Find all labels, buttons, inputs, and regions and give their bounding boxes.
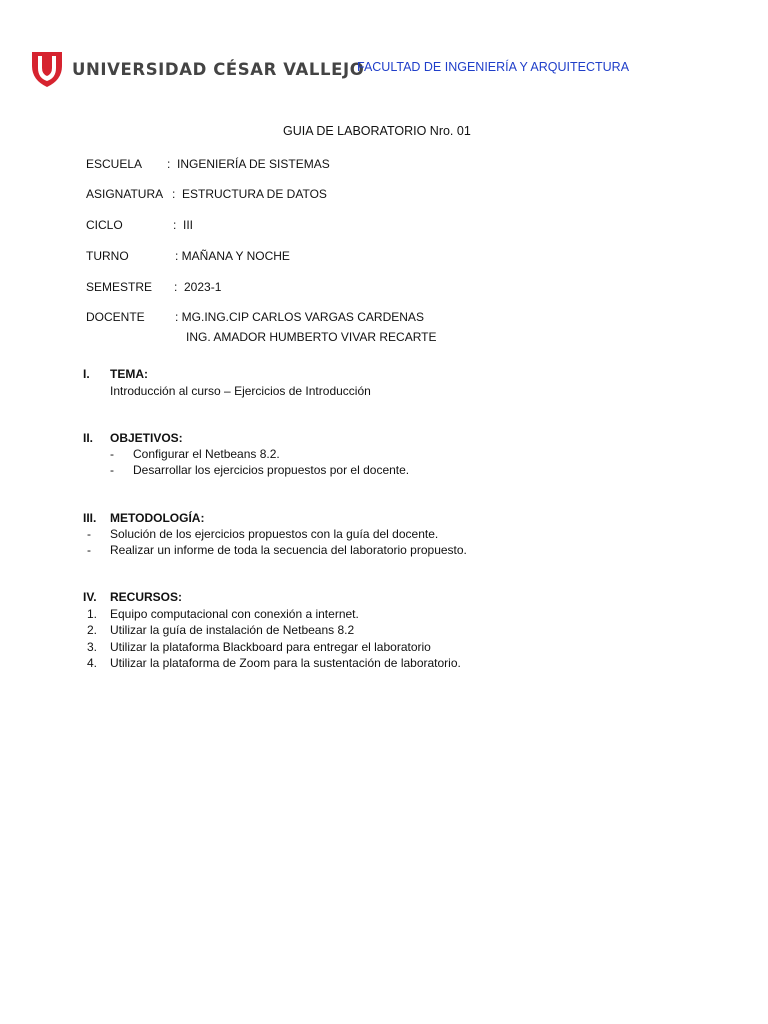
university-logo <box>30 50 364 88</box>
list-number: 3. <box>87 640 98 654</box>
section-title: TEMA: <box>110 367 148 381</box>
info-value: ING. AMADOR HUMBERTO VIVAR RECARTE <box>186 330 437 344</box>
section-title: METODOLOGÍA: <box>110 511 205 525</box>
list-number: 2. <box>87 623 98 637</box>
info-label: DOCENTE <box>86 310 145 324</box>
info-value: : ESTRUCTURA DE DATOS <box>172 187 327 201</box>
info-turno <box>86 249 290 263</box>
section-number: III. <box>83 511 97 525</box>
info-label: TURNO <box>86 249 129 263</box>
list-item: Solución de los ejercicios propuestos con la guía del docente. <box>110 527 439 541</box>
section-number: I. <box>83 367 90 381</box>
info-value: : III <box>173 218 194 232</box>
info-label: ESCUELA <box>86 157 143 171</box>
list-item: Desarrollar los ejercicios propuestos por el docente. <box>133 463 410 477</box>
list-number: 4. <box>87 656 98 670</box>
section-number: II. <box>83 431 94 445</box>
info-label: ASIGNATURA <box>86 187 164 201</box>
list-item: Utilizar la guía de instalación de Netbeans 8.2 <box>110 623 355 637</box>
info-docente-2 <box>186 330 437 344</box>
info-value: : INGENIERÍA DE SISTEMAS <box>167 157 330 171</box>
university-name: UNIVERSIDAD CÉSAR VALLEJO <box>72 59 365 79</box>
list-item: Configurar el Netbeans 8.2. <box>133 447 280 461</box>
info-semestre <box>86 280 222 294</box>
info-docente <box>86 310 424 324</box>
section-tema-body: Introducción al curso – Ejercicios de Introducción <box>110 384 371 398</box>
info-value: : MG.ING.CIP CARLOS VARGAS CARDENAS <box>175 310 424 324</box>
ucv-shield-icon <box>30 50 64 88</box>
section-title: OBJETIVOS: <box>110 431 183 445</box>
info-value: : 2023-1 <box>174 280 222 294</box>
bullet-dash: - <box>110 463 114 477</box>
faculty-name: FACULTAD DE INGENIERÍA Y ARQUITECTURA <box>357 60 630 74</box>
list-item: Utilizar la plataforma Blackboard para entregar el laboratorio <box>110 640 431 654</box>
section-number: IV. <box>83 590 97 604</box>
bullet-dash: - <box>87 543 91 557</box>
list-item: Utilizar la plataforma de Zoom para la sustentación de laboratorio. <box>110 656 461 670</box>
bullet-dash: - <box>87 527 91 541</box>
info-ciclo <box>86 218 194 232</box>
document-title: GUIA DE LABORATORIO Nro. 01 <box>283 124 471 138</box>
list-item: Equipo computacional con conexión a internet. <box>110 607 359 621</box>
list-item: Realizar un informe de toda la secuencia del laboratorio propuesto. <box>110 543 467 557</box>
info-value: : MAÑANA Y NOCHE <box>175 249 290 263</box>
section-title: RECURSOS: <box>110 590 183 604</box>
info-label: SEMESTRE <box>86 280 153 294</box>
bullet-dash: - <box>110 447 114 461</box>
list-number: 1. <box>87 607 98 621</box>
info-label: CICLO <box>86 218 123 232</box>
info-escuela <box>86 157 330 171</box>
info-asignatura <box>86 187 327 201</box>
